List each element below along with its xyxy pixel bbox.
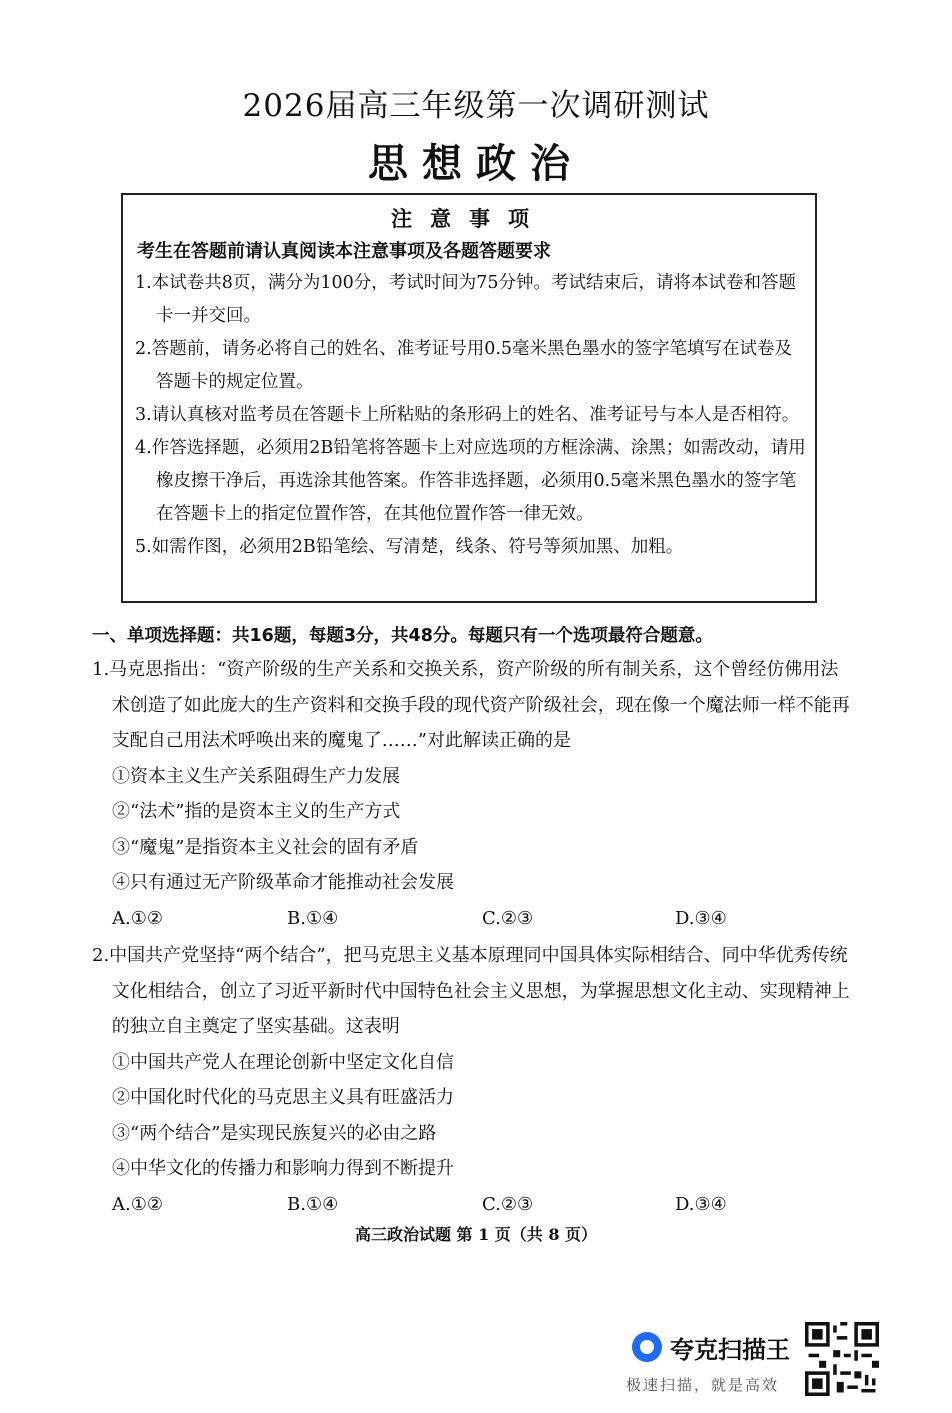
question-2 xyxy=(92,938,852,1222)
answer-choice-d: D.③④ xyxy=(675,907,727,929)
page-footer: 高三政治试题 第 1 页（共 8 页） xyxy=(354,1225,598,1244)
exam-title: 2026届高三年级第一次调研测试 xyxy=(242,88,710,124)
question-statement: ①中国共产党人在理论创新中坚定文化自信 xyxy=(112,1051,454,1073)
notice-list xyxy=(135,267,807,564)
question-statement: ④中华文化的传播力和影响力得到不断提升 xyxy=(112,1158,454,1179)
notice-item: 5.如需作图，必须用2B铅笔绘、写清楚，线条、符号等须加黑、加粗。 xyxy=(135,537,684,557)
brand-name: 夸克扫描王 xyxy=(670,1336,790,1364)
question-statement: ①资本主义生产关系阻碍生产力发展 xyxy=(112,765,400,787)
answer-choice-b: B.①④ xyxy=(287,1193,339,1215)
answer-choice-a: A.①② xyxy=(112,907,163,929)
answer-choice-d: D.③④ xyxy=(675,1193,727,1215)
question-1 xyxy=(92,652,852,936)
notice-item: 3.请认真核对监考员在答题卡上所粘贴的条形码上的姓名、准考证号与本人是否相符。 xyxy=(135,405,800,425)
qr-code-icon xyxy=(805,1322,879,1396)
notice-item: 2.答题前，请务必将自己的姓名、准考证号用0.5毫米黑色墨水的签字笔填写在试卷及答题卡的规定位置。 xyxy=(135,339,793,392)
notice-item: 4.作答选择题，必须用2B铅笔将答题卡上对应选项的方框涂满、涂黑；如需改动，请用橡皮擦干净后，再选涂其他答案。作答非选择题，必须用0.5毫米黑色墨水的签字笔在答题卡上的指定位置作答，在其他位置作答一律无效。 xyxy=(135,438,806,524)
section-heading: 一、单项选择题：共16题，每题3分，共48分。每题只有一个选项最符合题意。 xyxy=(92,626,713,646)
question-stem: 1.马克思指出：“资产阶级的生产关系和交换关系，资产阶级的所有制关系，这个曾经仿佛用法术创造了如此庞大的生产资料和交换手段的现代资产阶级社会，现在像一个魔法师一样不能再支配自己用法术呼唤出来的魔鬼了……”对此解读正确的是 xyxy=(92,659,850,751)
subject-title: 思想政治 xyxy=(368,141,584,187)
brand-slogan: 极速扫描，就是高效 xyxy=(626,1376,780,1394)
question-statement: ②“法术”指的是资本主义的生产方式 xyxy=(112,801,401,822)
answer-choices xyxy=(92,901,852,936)
notice-box xyxy=(121,193,817,603)
answer-choice-c: C.②③ xyxy=(482,1193,534,1215)
question-statement: ②中国化时代化的马克思主义具有旺盛活力 xyxy=(112,1087,454,1108)
answer-choice-c: C.②③ xyxy=(482,907,534,929)
notice-item: 1.本试卷共8页，满分为100分，考试时间为75分钟。考试结束后，请将本试卷和答题卡一并交回。 xyxy=(135,273,796,326)
question-statement: ③“魔鬼”是指资本主义社会的固有矛盾 xyxy=(112,836,419,858)
answer-choices xyxy=(92,1187,852,1222)
question-statement: ③“两个结合”是实现民族复兴的必由之路 xyxy=(112,1122,437,1144)
notice-title: 注意事项 xyxy=(391,207,547,231)
answer-choice-b: B.①④ xyxy=(287,907,339,929)
question-stem: 2.中国共产党坚持“两个结合”，把马克思主义基本原理同中国具体实际相结合、同中华优秀传统文化相结合，创立了习近平新时代中国特色社会主义思想，为掌握思想文化主动、实现精神上的独立自主奠定了坚实基础。这表明 xyxy=(92,945,850,1037)
scanner-watermark xyxy=(626,1328,806,1398)
question-statement: ④只有通过无产阶级革命才能推动社会发展 xyxy=(112,872,454,893)
brand-logo-icon xyxy=(632,1332,662,1362)
notice-subtitle: 考生在答题前请认真阅读本注意事项及各题答题要求 xyxy=(137,241,551,262)
answer-choice-a: A.①② xyxy=(112,1193,163,1215)
